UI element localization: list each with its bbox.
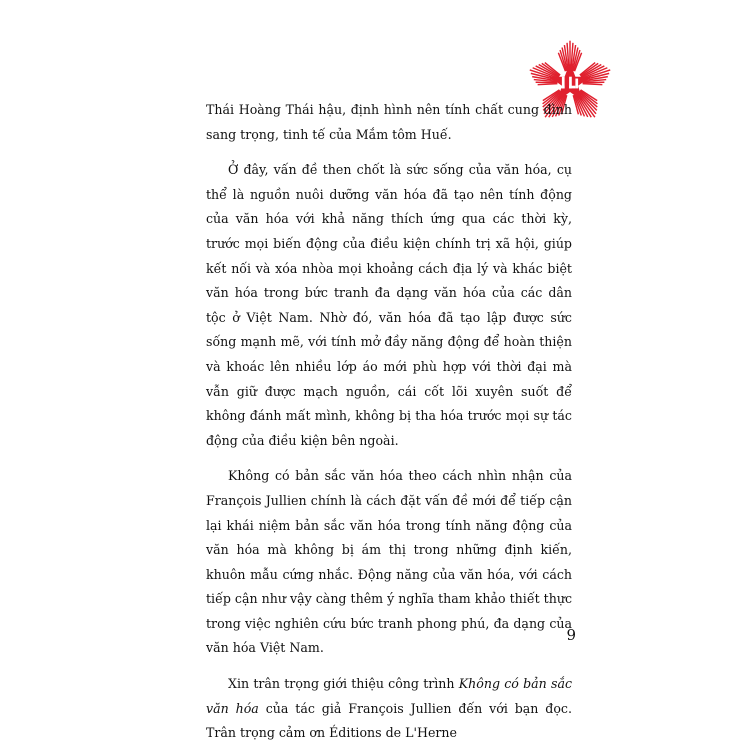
paragraph-4 (206, 672, 572, 746)
logo-ray (583, 84, 603, 85)
paragraph-3: Không có bản sắc văn hóa theo cách nhìn nhận của François Jullien chính là cách đặt vấn đề mới để tiếp cận lại khái niệm bản sắc văn hóa trong tính năng động của văn hóa mà không bị ám thị trong những định kiến, khuôn mẫu cứng nhắc. Động năng của văn hóa, với cách tiếp cận như vậy càng thêm ý nghĩa tham khảo thiết thực trong việc nghiên cứu bức tranh phong phú, đa dạng của văn hóa Việt Nam. (206, 468, 572, 656)
page-number: 9 (566, 626, 576, 644)
book-title: Không có bản sắc văn hóa (206, 676, 573, 716)
paragraph-2: Ở đây, vấn đề then chốt là sức sống của văn hóa, cụ thể là nguồn nuôi dưỡng văn hóa đã tạo nên tính động của văn hóa với khả năng thích ứng qua các thời kỳ, trước mọi biến động của điều kiện chính trị xã hội, giúp kết nối và xóa nhòa mọi khoảng cách địa lý và khác biệt văn hóa trong bức tranh đa dạng văn hóa của các dân tộc ở Việt Nam. Nhờ đó, văn hóa đã tạo lập được sức sống mạnh mẽ, với tính mở đầy năng động để hoàn thiện và khoác lên nhiều lớp áo mới phù hợp với thời đại mà vẫn giữ được mạch nguồn, cái cốt lõi xuyên suốt để không đánh mất mình, không bị tha hóa trước mọi sự tác động của điều kiện bên ngoài. (206, 162, 572, 448)
body-text (206, 98, 572, 746)
paragraph-4-end: của tác giả François Jullien đến với bạn đọc. Trân trọng cảm ơn Éditions de L'Herne (206, 700, 572, 741)
paragraph-4-start: Xin trân trọng giới thiệu công trình (228, 676, 459, 692)
logo-ray (538, 84, 558, 85)
paragraph-1: Thái Hoàng Thái hậu, định hình nên tính chất cung đình sang trọng, tinh tế của Mắm tôm Huế. (206, 102, 572, 142)
